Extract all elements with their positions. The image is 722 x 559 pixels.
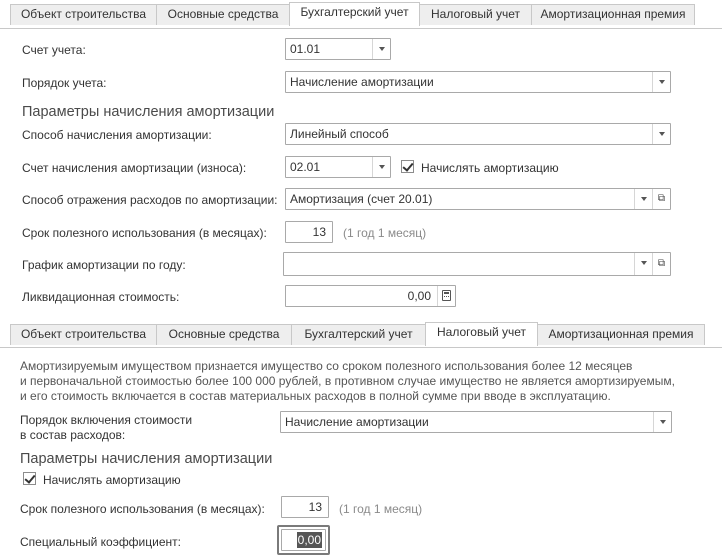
top-tab-construction-object[interactable]: Объект строительства [10,4,157,25]
useful-life-input[interactable] [285,221,333,243]
expense-method-select[interactable] [285,188,671,210]
bottom-useful-life-hint: (1 год 1 месяц) [339,502,423,516]
expense-method-value: Амортизация (счет 20.01) [290,192,433,206]
bottom-tab-underline [0,347,722,348]
account-select[interactable] [285,38,391,60]
account-value: 01.01 [290,42,321,56]
method-value: Линейный способ [290,127,389,141]
info-line-1: Амортизируемым имуществом признается имущество со сроком полезного использования более 12 месяцев [20,359,633,373]
method-select[interactable] [285,123,671,145]
cost-inclusion-label-line1: Порядок включения стоимости [20,413,193,427]
top-accrue-checkbox[interactable] [401,160,414,173]
depreciation-account-label: Счет начисления амортизации (износа): [22,161,247,175]
cost-inclusion-select[interactable] [280,411,672,433]
chevron-down-icon[interactable] [634,253,652,275]
open-icon[interactable]: ⧉ [652,189,670,209]
useful-life-hint: (1 год 1 месяц) [343,226,427,240]
depreciation-account-select[interactable] [285,156,391,178]
bottom-tab-fixed-assets[interactable]: Основные средства [156,324,292,345]
accounting-order-select[interactable] [285,71,671,93]
accounting-order-value: Начисление амортизации [290,75,434,89]
schedule-label: График амортизации по году: [22,258,186,272]
chevron-down-icon[interactable] [372,39,390,59]
special-coef-label: Специальный коэффициент: [20,535,181,549]
top-tab-tax-accounting[interactable]: Налоговый учет [419,4,532,25]
cost-inclusion-label-line2: в состав расходов: [20,428,126,442]
info-line-2: и первоначальной стоимостью более 100 000 рублей, в противном случае имущество не является амортизируемым, [20,374,675,388]
chevron-down-icon[interactable] [653,412,671,432]
accounting-order-label: Порядок учета: [22,76,107,90]
bottom-tab-tax-accounting[interactable]: Налоговый учет [425,322,538,346]
open-icon[interactable]: ⧉ [652,253,670,275]
special-coef-input[interactable] [281,529,326,551]
bottom-accrue-checkbox-label: Начислять амортизацию [43,473,181,487]
bottom-tab-construction-object[interactable]: Объект строительства [10,324,157,345]
special-coef-value: 0,00 [297,533,321,547]
bottom-useful-life-value: 13 [308,500,322,514]
top-accrue-checkbox-label: Начислять амортизацию [421,161,559,175]
liquidation-value: 0,00 [407,289,431,303]
bottom-tab-accounting[interactable]: Бухгалтерский учет [291,324,426,345]
schedule-select[interactable] [283,252,671,276]
cost-inclusion-value: Начисление амортизации [285,415,429,429]
depreciation-account-value: 02.01 [290,160,321,174]
bottom-useful-life-label: Срок полезного использования (в месяцах): [20,502,265,516]
top-tab-underline [0,28,722,29]
useful-life-value: 13 [312,225,326,239]
chevron-down-icon[interactable] [652,124,670,144]
top-tab-bar [0,0,722,24]
liquidation-label: Ликвидационная стоимость: [22,290,180,304]
info-line-3: и его стоимость включается в состав материальных расходов в полной сумме при вводе в эксплуатацию. [20,389,611,403]
account-label: Счет учета: [22,43,86,57]
calculator-icon[interactable] [437,286,455,306]
top-tab-depreciation-bonus[interactable]: Амортизационная премия [531,4,695,25]
bottom-tab-depreciation-bonus[interactable]: Амортизационная премия [537,324,705,345]
chevron-down-icon[interactable] [634,189,652,209]
bottom-section-title: Параметры начисления амортизации [20,451,273,467]
expense-method-label: Способ отражения расходов по амортизации: [22,193,278,207]
method-label: Способ начисления амортизации: [22,128,212,142]
top-tab-accounting[interactable]: Бухгалтерский учет [289,2,420,26]
chevron-down-icon[interactable] [372,157,390,177]
liquidation-input[interactable] [285,285,456,307]
useful-life-label: Срок полезного использования (в месяцах): [22,226,267,240]
chevron-down-icon[interactable] [652,72,670,92]
top-tab-fixed-assets[interactable]: Основные средства [156,4,290,25]
top-section-title: Параметры начисления амортизации [22,104,275,120]
bottom-useful-life-input[interactable] [281,496,329,518]
bottom-accrue-checkbox[interactable] [23,472,36,485]
bottom-tab-bar [0,320,722,344]
